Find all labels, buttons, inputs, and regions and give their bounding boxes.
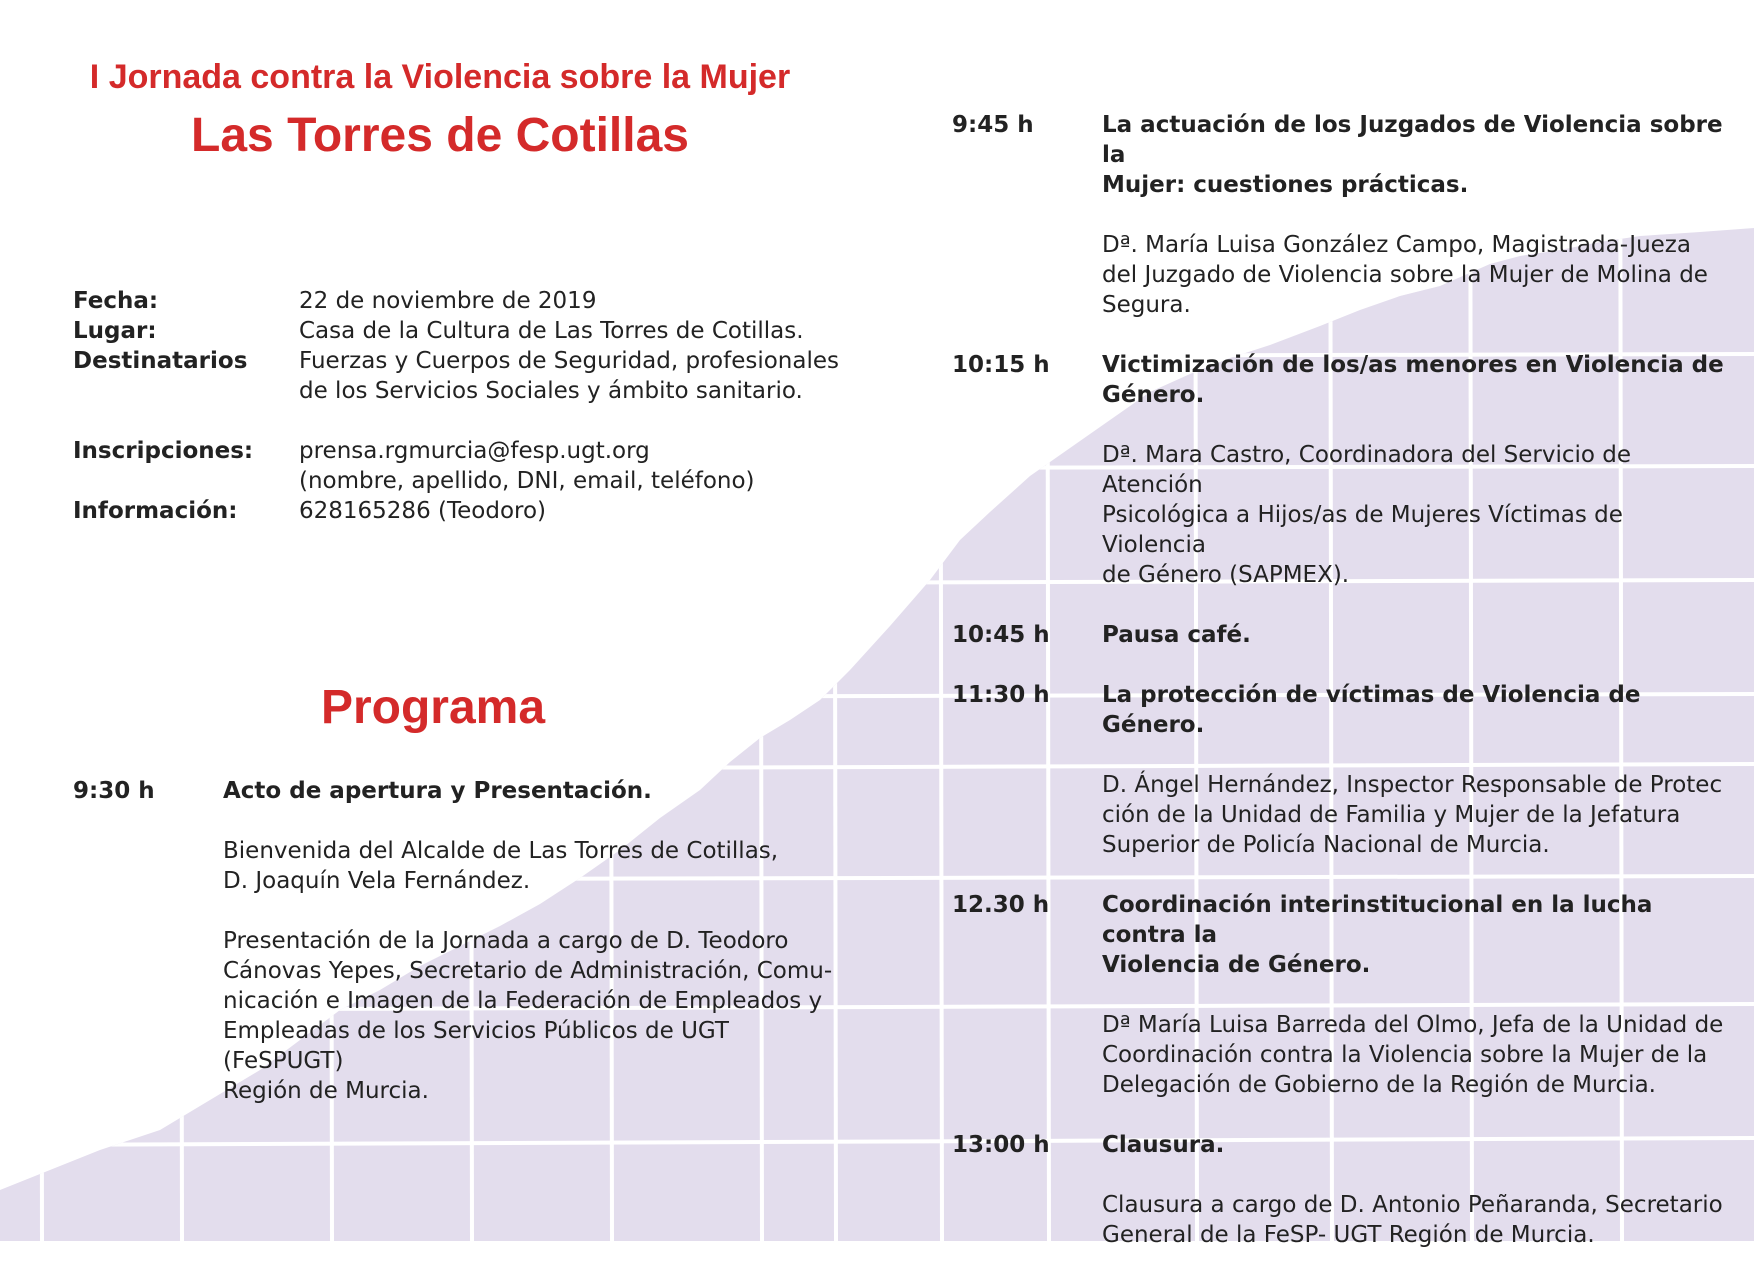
info-label: Inscripciones:	[73, 438, 254, 464]
schedule-description: Dª María Luisa Barreda del Olmo, Jefa de la Unidad de Coordinación contra la Violencia sobre la Mujer de la Delegación de Gobierno de la Región de Murcia.	[1102, 1012, 1724, 1098]
schedule-body	[1102, 110, 1732, 320]
schedule-body	[1102, 680, 1732, 860]
info-label: Lugar:	[73, 318, 157, 344]
schedule-body	[1102, 350, 1732, 590]
contact-phone: 628165286 (Teodoro)	[299, 498, 547, 524]
info-row-inscripciones-cont	[73, 466, 839, 496]
info-value: Fuerzas y Cuerpos de Seguridad, profesionales	[299, 348, 840, 374]
event-info	[73, 286, 839, 526]
schedule-item	[73, 776, 853, 1106]
info-row-fecha	[73, 286, 839, 316]
schedule-title: Clausura.	[1102, 1132, 1225, 1158]
schedule-body	[223, 776, 853, 1106]
info-value: (nombre, apellido, DNI, email, teléfono)	[299, 468, 755, 494]
schedule-time: 11:30 h	[952, 682, 1050, 708]
info-value: de los Servicios Sociales y ámbito sanitario.	[299, 378, 803, 404]
schedule-title: Victimización de los/as menores en Violencia de Género.	[1102, 352, 1724, 408]
schedule-title: La actuación de los Juzgados de Violencia sobre la Mujer: cuestiones prácticas.	[1102, 112, 1723, 198]
schedule-body	[1102, 620, 1732, 650]
info-label: Fecha:	[73, 288, 159, 314]
schedule-description: D. Ángel Hernández, Inspector Responsable de Protec ción de la Unidad de Familia y Mujer de la Jefatura Superior de Policía Nacional de Murcia.	[1102, 772, 1723, 858]
schedule-column-right	[952, 110, 1732, 1280]
info-row-lugar	[73, 316, 839, 346]
schedule-body	[1102, 1130, 1732, 1250]
schedule-description: Clausura a cargo de D. Antonio Peñaranda, Secretario General de la FeSP- UGT Región de Murcia.	[1102, 1192, 1723, 1248]
schedule-time: 10:15 h	[952, 352, 1050, 378]
schedule-description: Bienvenida del Alcalde de Las Torres de Cotillas, D. Joaquín Vela Fernández.	[223, 838, 779, 894]
registration-email[interactable]: prensa.rgmurcia@fesp.ugt.org	[299, 438, 650, 464]
schedule-title: La protección de víctimas de Violencia de Género.	[1102, 682, 1641, 738]
schedule-item	[952, 890, 1732, 1100]
schedule-item	[952, 110, 1732, 320]
schedule-time: 12.30 h	[952, 892, 1050, 918]
schedule-time: 9:45 h	[952, 112, 1034, 138]
info-label: Destinatarios	[73, 348, 248, 374]
info-row-destinatarios-cont	[73, 376, 839, 406]
schedule-description: Dª. María Luisa González Campo, Magistrada-Jueza del Juzgado de Violencia sobre la Mujer de Molina de Segura.	[1102, 232, 1708, 318]
info-row-destinatarios	[73, 346, 839, 376]
schedule-description: Dª. Mara Castro, Coordinadora del Servicio de Atención Psicológica a Hijos/as de Mujeres Víctimas de Violencia de Género (SAPMEX).	[1102, 442, 1632, 588]
schedule-item	[952, 620, 1732, 650]
schedule-time: 13:00 h	[952, 1132, 1050, 1158]
schedule-time: 9:30 h	[73, 778, 155, 804]
schedule-item	[952, 680, 1732, 860]
schedule-title: Acto de apertura y Presentación.	[223, 778, 652, 804]
info-value: 22 de noviembre de 2019	[299, 288, 597, 314]
schedule-column-left	[73, 776, 853, 1136]
schedule-title: Pausa café.	[1102, 622, 1251, 648]
programa-heading: Programa	[320, 681, 546, 734]
schedule-item	[952, 1130, 1732, 1250]
info-value: Casa de la Cultura de Las Torres de Cotillas.	[299, 318, 804, 344]
event-location-title: Las Torres de Cotillas	[191, 109, 689, 162]
schedule-description: Presentación de la Jornada a cargo de D. Teodoro Cánovas Yepes, Secretario de Administración, Comu- nicación e Imagen de la Federación de Empleados y Empleadas de los Servicios Públicos de UGT (FeSPUGT) Región de Murcia.	[223, 928, 833, 1104]
info-label: Información:	[73, 498, 238, 524]
info-row-inscripciones	[73, 436, 839, 466]
schedule-title: Coordinación interinstitucional en la lucha contra la Violencia de Género.	[1102, 892, 1653, 978]
schedule-body	[1102, 890, 1732, 1100]
schedule-time: 10:45 h	[952, 622, 1050, 648]
info-row-informacion	[73, 496, 839, 526]
schedule-item	[952, 350, 1732, 590]
event-title: I Jornada contra la Violencia sobre la Mujer	[89, 58, 791, 96]
